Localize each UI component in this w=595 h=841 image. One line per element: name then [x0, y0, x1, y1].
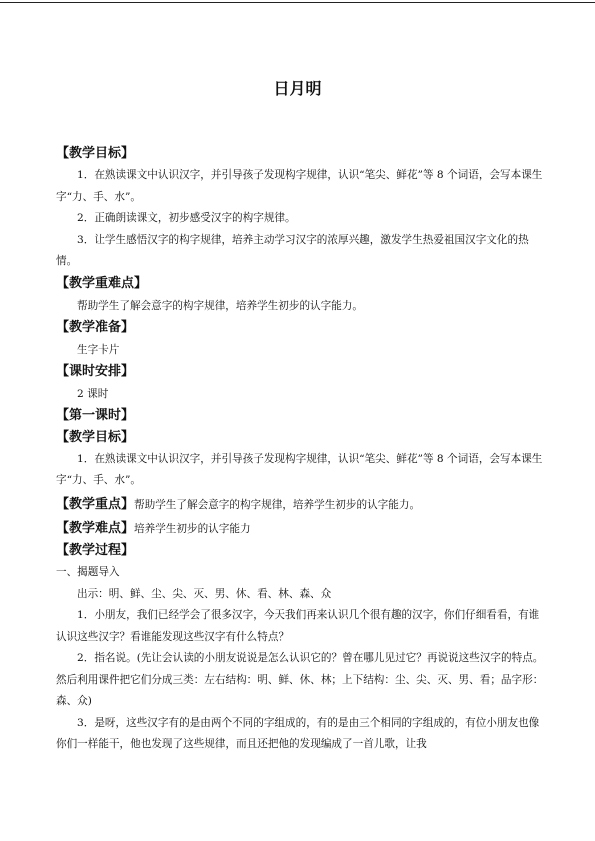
teaching-goals-heading: 【教学目标】 [56, 146, 135, 161]
process-heading: 【教学过程】 [56, 542, 135, 558]
difficult-point-row [56, 516, 546, 540]
page-title: 日月明 [273, 79, 322, 98]
key-difficult-text: 帮助学生了解会意字的构字规律，培养学生初步的认字能力。 [77, 299, 364, 312]
process-paragraph-3: 3．是呀，这些汉字有的是由两个不同的字组成的，有的是由三个相同的字组成的，有位小朋友也像你们一样能干，他也发现了这些规律，而且还把他的发现编成了一首儿歌，让我 [56, 716, 540, 750]
document-body [56, 143, 546, 756]
first-lesson-heading: 【第一课时】 [56, 407, 135, 423]
goal-item-1: 1．在熟读课文中认识汉字，并引导孩子发现构字规律，认识“笔尖、鲜花”等 8 个词语，会写本课生字“力、手、水”。 [56, 169, 543, 203]
key-difficult-heading: 【教学重难点】 [56, 275, 148, 291]
process-step-1: 一、揭题导入 [56, 565, 120, 578]
key-point-text: 帮助学生了解会意字的构字规律，培养学生初步的认字能力。 [134, 498, 421, 511]
show-words: 出示：明、鲜、尘、尖、灭、男、休、看、林、森、众 [77, 588, 332, 600]
key-point-heading: 【教学重点】 [56, 496, 135, 512]
difficult-point-text: 培养学生初步的认字能力 [134, 522, 251, 535]
process-paragraph-2: 2．指名说。(先让会认读的小朋友说说是怎么认识它的？曾在哪儿见过它？再说说这些汉字的特点。然后利用课件把它们分成三类：左右结构：明、鲜、休、林；上下结构：尘、尖、灭、男、看；品字形：森、众) [56, 652, 544, 707]
difficult-point-heading: 【教学难点】 [56, 520, 135, 536]
process-paragraph-1: 1．小朋友，我们已经学会了很多汉字，今天我们再来认识几个很有趣的汉字，你们仔细看看，有谁认识这些汉字？看谁能发现这些汉字有什么特点？ [56, 609, 540, 643]
preparation-text: 生字卡片 [77, 343, 120, 356]
goal-item-3: 3．让学生感悟汉字的构字规律，培养主动学习汉字的浓厚兴趣，激发学生热爱祖国汉字文化的热情。 [56, 233, 529, 267]
lesson-goal-item-1: 1．在熟读课文中认识汉字，并引导孩子发现构字规律，认识“笔尖、鲜花”等 8 个词语，会写本课生字“力、手、水”。 [56, 452, 543, 486]
schedule-heading: 【课时安排】 [56, 363, 135, 379]
preparation-heading: 【教学准备】 [56, 319, 135, 335]
lesson-goals-heading: 【教学目标】 [56, 429, 135, 445]
header-rule [0, 2, 595, 3]
schedule-text: 2 课时 [77, 387, 109, 400]
key-point-row [56, 492, 546, 516]
goal-item-2: 2．正确朗读课文，初步感受汉字的构字规律。 [77, 212, 296, 224]
